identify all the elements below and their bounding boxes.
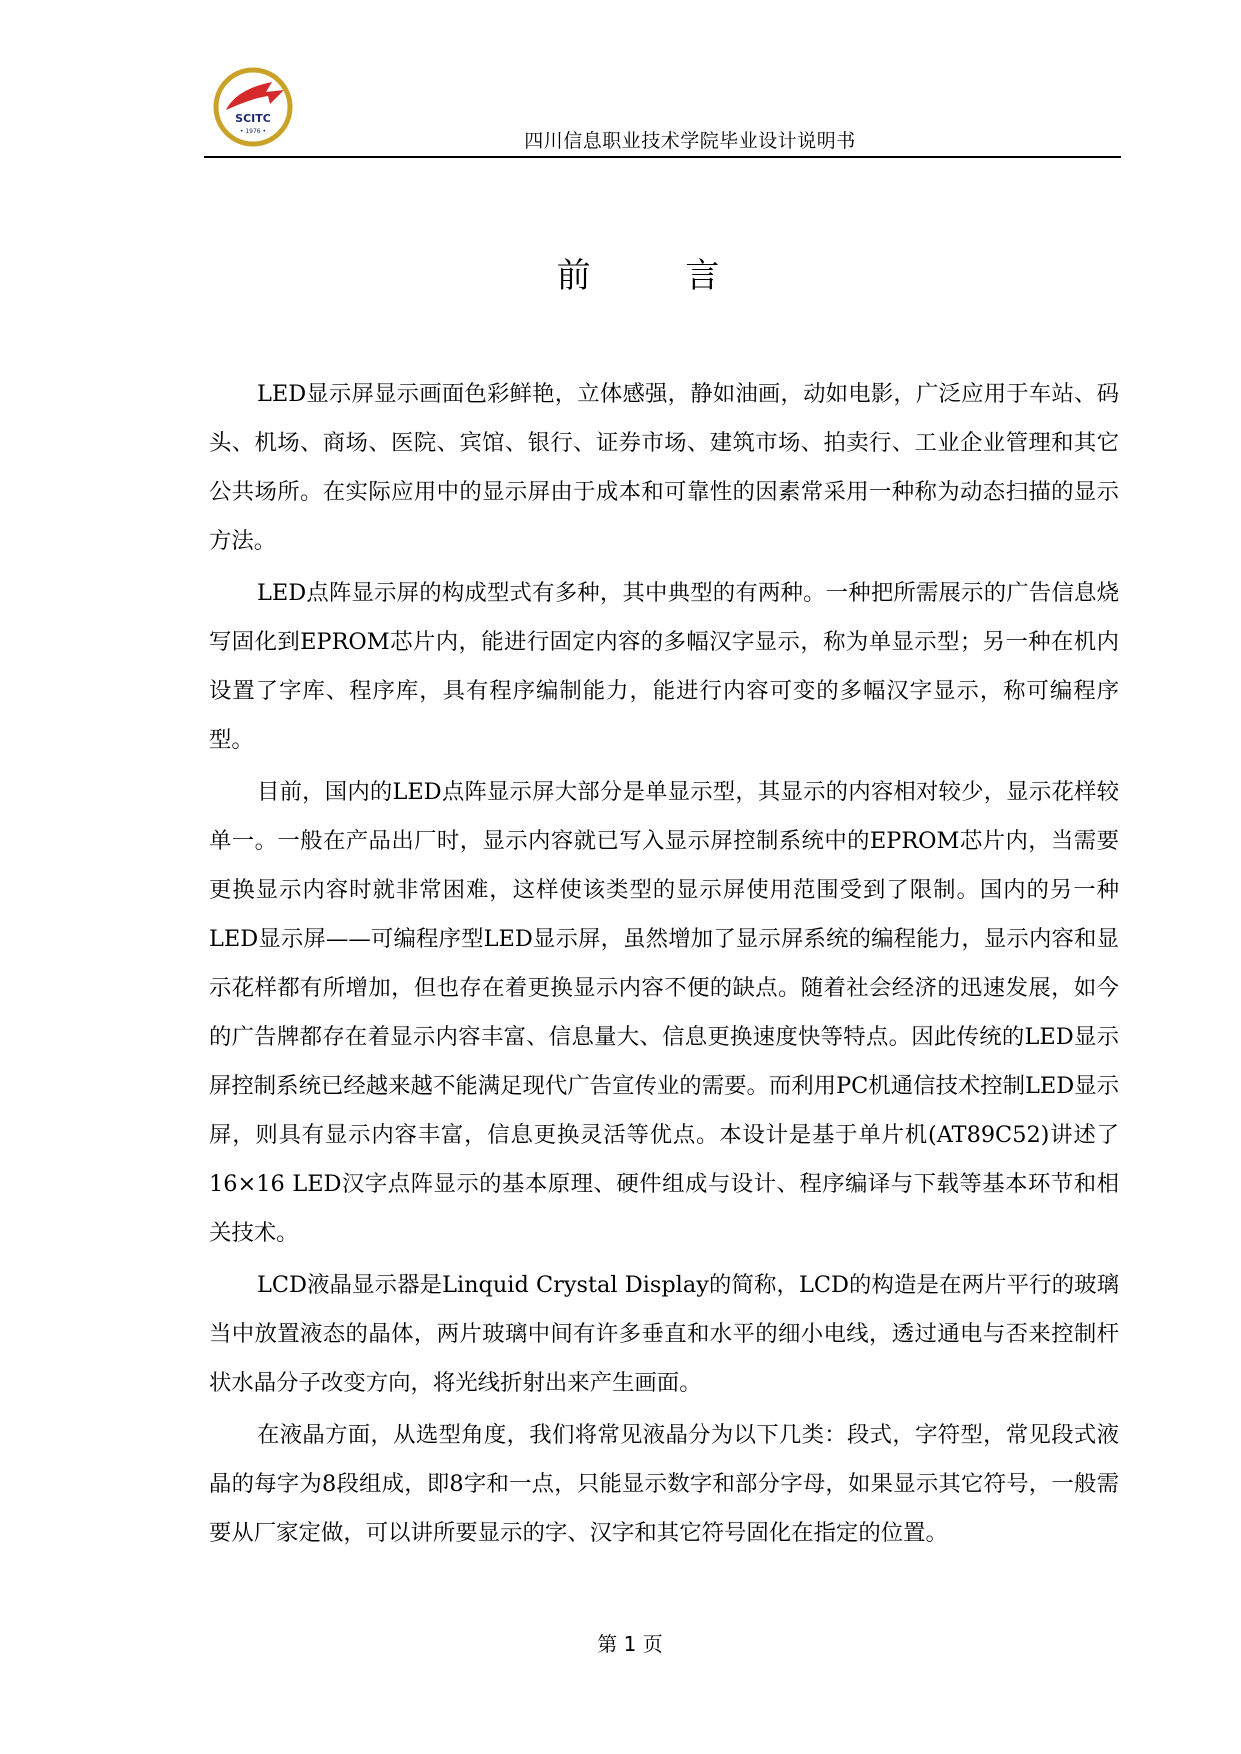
paragraph-2: LED点阵显示屏的构成型式有多种，其中典型的有两种。一种把所需展示的广告信息烧写固化到EPROM芯片内，能进行固定内容的多幅汉字显示，称为单显示型；另一种在机内设置了字库、程序库，具有程序编制能力，能进行内容可变的多幅汉字显示，称可编程序型。: [209, 580, 1119, 753]
body-text: [209, 370, 1119, 1561]
page-number: 第 1 页: [597, 1632, 663, 1656]
logo-text: SCITC: [235, 112, 271, 125]
paragraph-3: 目前，国内的LED点阵显示屏大部分是单显示型，其显示的内容相对较少，显示花样较单一。一般在产品出厂时，显示内容就已写入显示屏控制系统中的EPROM芯片内，当需要更换显示内容时就非常困难，这样使该类型的显示屏使用范围受到了限制。国内的另一种LED显示屏——可编程序型LED显示屏，虽然增加了显示屏系统的编程能力，显示内容和显示花样都有所增加，但也存在着更换显示内容不便的缺点。随着社会经济的迅速发展，如今的广告牌都存在着显示内容丰富、信息量大、信息更换速度快等特点。因此传统的LED显示屏控制系统已经越来越不能满足现代广告宣传业的需要。而利用PC机通信技术控制LED显示屏，则具有显示内容丰富，信息更换灵活等优点。本设计是基于单片机(AT89C52)讲述了16×16 LED汉字点阵显示的基本原理、硬件组成与设计、程序编译与下载等基本环节和相关技术。: [209, 779, 1119, 1246]
logo-year: • 1976 •: [239, 128, 267, 135]
page-heading: 前 言: [556, 256, 762, 296]
paragraph-4: LCD液晶显示器是Linquid Crystal Display的简称，LCD的构造是在两片平行的玻璃当中放置液态的晶体，两片玻璃中间有许多垂直和水平的细小电线，透过通电与否来控制杆状水晶分子改变方向，将光线折射出来产生画面。: [209, 1272, 1119, 1396]
school-logo-icon: [212, 66, 294, 148]
header-divider: [204, 156, 1121, 158]
paragraph-1: LED显示屏显示画面色彩鲜艳，立体感强，静如油画，动如电影，广泛应用于车站、码头、机场、商场、医院、宾馆、银行、证券市场、建筑市场、拍卖行、工业企业管理和其它公共场所。在实际应用中的显示屏由于成本和可靠性的因素常采用一种称为动态扫描的显示方法。: [209, 381, 1119, 554]
school-logo: [212, 66, 294, 148]
header-title: 四川信息职业技术学院毕业设计说明书: [524, 130, 856, 152]
paragraph-5: 在液晶方面，从选型角度，我们将常见液晶分为以下几类：段式，字符型，常见段式液晶的每字为8段组成，即8字和一点，只能显示数字和部分字母，如果显示其它符号，一般需要从厂家定做，可以讲所要显示的字、汉字和其它符号固化在指定的位置。: [209, 1422, 1119, 1546]
